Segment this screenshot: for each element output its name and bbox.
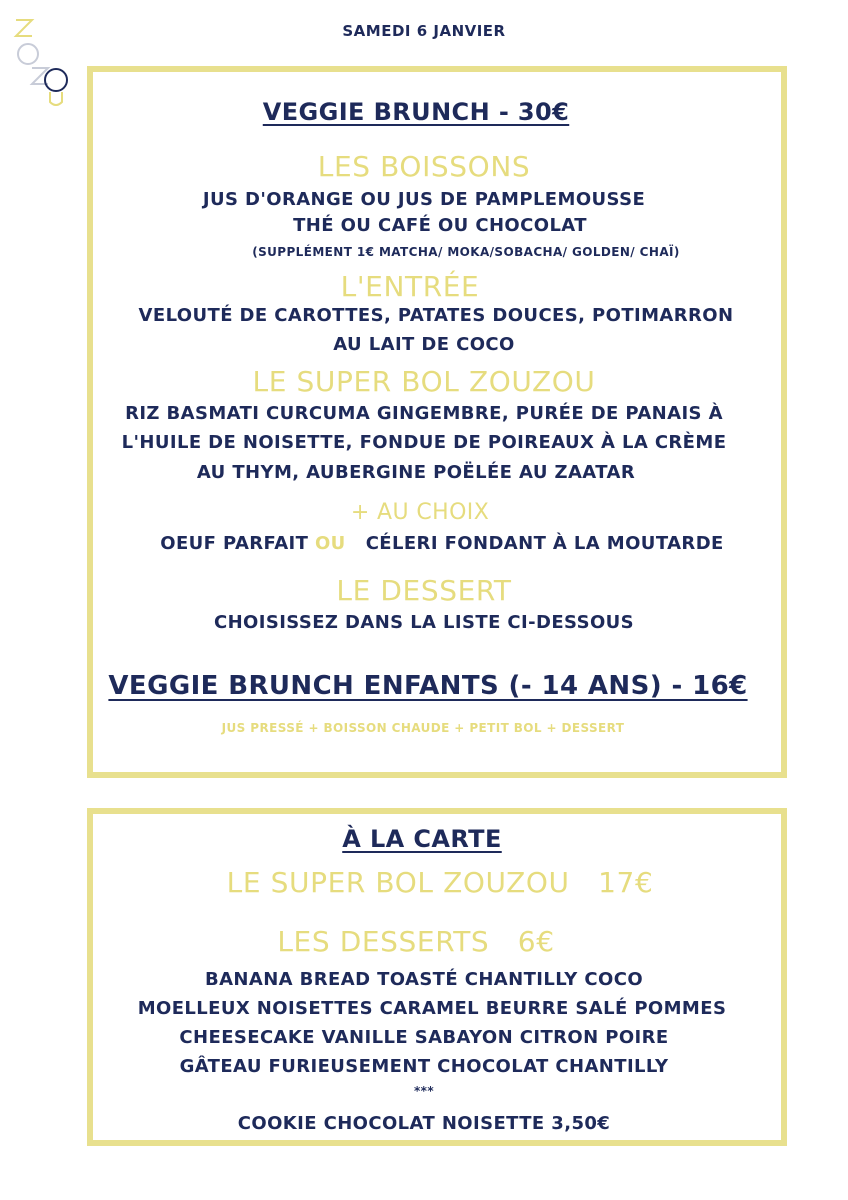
dessert-item: BANANA BREAD TOASTÉ CHANTILLY COCO — [204, 969, 644, 990]
drinks-line-1: JUS D'ORANGE OU JUS DE PAMPLEMOUSSE — [202, 189, 646, 210]
choice-heading: + AU CHOIX — [350, 500, 490, 525]
kids-brunch-details: JUS PRESSÉ + BOISSON CHAUDE + PETIT BOL + DESSERT — [221, 721, 625, 735]
bowl-line-1: RIZ BASMATI CURCUMA GINGEMBRE, PURÉE DE PANAIS À — [125, 403, 723, 424]
bowl-line-3: AU THYM, AUBERGINE POËLÉE AU ZAATAR — [196, 462, 636, 483]
carte-bowl: LE SUPER BOL ZOUZOU 17€ — [226, 866, 654, 899]
dessert-item: MOELLEUX NOISETTES CARAMEL BEURRE SALÉ POMMES — [137, 998, 727, 1019]
choice-option-egg: OEUF PARFAIT — [160, 533, 309, 554]
starter-heading: L'ENTRÉE — [340, 270, 480, 303]
dessert-divider: *** — [413, 1084, 435, 1098]
choice-option-celeriac: CÉLERI FONDANT À LA MOUTARDE — [365, 533, 724, 554]
choice-line — [18, 533, 848, 554]
kids-brunch-title: VEGGIE BRUNCH ENFANTS (- 14 ANS) - 16€ — [108, 671, 748, 701]
dessert-item: CHEESECAKE VANILLE SABAYON CITRON POIRE — [179, 1027, 669, 1048]
bowl-line-2: L'HUILE DE NOISETTE, FONDUE DE POIREAUX À LA CRÈME — [121, 432, 727, 453]
dessert-heading: LE DESSERT — [336, 574, 512, 607]
drinks-heading: LES BOISSONS — [317, 150, 531, 183]
drinks-line-2: THÉ OU CAFÉ OU CHOCOLAT — [293, 215, 587, 236]
dessert-line-1: CHOISISSEZ DANS LA LISTE CI-DESSOUS — [213, 612, 635, 633]
brunch-title: VEGGIE BRUNCH - 30€ — [262, 98, 570, 126]
dessert-item: GÂTEAU FURIEUSEMENT CHOCOLAT CHANTILLY — [179, 1056, 669, 1077]
bowl-heading: LE SUPER BOL ZOUZOU — [252, 365, 596, 398]
carte-desserts-heading: LES DESSERTS 6€ — [277, 925, 555, 958]
choice-separator: OU — [314, 533, 346, 554]
starter-line-2: AU LAIT DE COCO — [333, 334, 515, 355]
drinks-supplement: (SUPPLÉMENT 1€ MATCHA/ MOKA/SOBACHA/ GOLDEN/ CHAÏ) — [252, 245, 680, 259]
carte-cookie: COOKIE CHOCOLAT NOISETTE 3,50€ — [237, 1113, 611, 1134]
carte-title: À LA CARTE — [342, 825, 502, 853]
starter-line-1: VELOUTÉ DE CAROTTES, PATATES DOUCES, POTIMARRON — [138, 305, 734, 326]
menu-date: SAMEDI 6 JANVIER — [342, 22, 506, 40]
